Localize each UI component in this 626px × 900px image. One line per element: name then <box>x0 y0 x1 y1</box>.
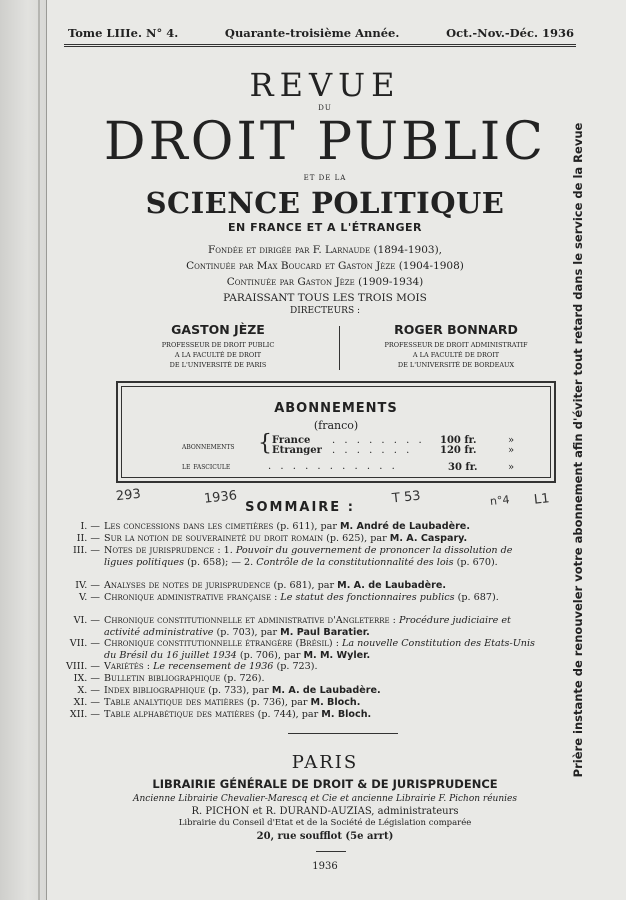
title-et-de-la: ET DE LA <box>303 174 347 182</box>
toc-page: (p. 681), par <box>270 580 338 591</box>
toc-page: : <box>143 661 154 672</box>
toc-rest-2: (p. 670). <box>453 556 498 568</box>
side-notice <box>568 110 588 790</box>
header-line <box>68 26 574 40</box>
title-revue: REVUE <box>249 66 401 104</box>
sommaire-heading: SOMMAIRE : <box>245 500 355 515</box>
toc-rest: (p. 687). <box>454 592 499 603</box>
france-label: France <box>272 435 311 446</box>
header-periode: Oct.-Nov.-Déc. 1936 <box>446 26 574 40</box>
credit-line-2: Continuée par Max Boucard et Gaston Jèze (1904-1908) <box>186 260 464 272</box>
director-jeze-line3: DE L'UNIVERSITÉ DE PARIS <box>169 361 267 369</box>
fascicule-dots: . . . . . . . . . . . <box>268 461 398 472</box>
credit-line-3: Continuée par Gaston Jèze (1909-1934) <box>226 276 424 288</box>
toc-lead: Index bibliographique <box>104 685 206 696</box>
title-droit-public: DROIT PUBLIC <box>103 112 547 172</box>
toc-num: IV. — <box>75 580 100 591</box>
periodicity: PARAISSANT TOUS LES TROIS MOIS <box>223 292 427 304</box>
toc-item-11 <box>73 697 544 709</box>
director-jeze-line2: A LA FACULTÉ DE DROIT <box>174 351 262 359</box>
fascicule-mark: » <box>508 462 515 473</box>
toc-item-2 <box>76 533 544 545</box>
toc-rest: (p. 703), par <box>213 626 281 638</box>
toc-italic: Le statut des fonctionnaires publics <box>280 592 455 603</box>
header-annee: Quarante-troisième Année. <box>224 26 400 40</box>
toc-lead: Sur la notion de souveraineté du droit romain <box>104 533 324 544</box>
toc-page: : 1. <box>214 545 236 556</box>
toc-page: : <box>271 592 281 603</box>
fascicule-price: 30 fr. <box>448 462 478 473</box>
title-science-politique: SCIENCE POLITIQUE <box>145 186 505 220</box>
toc-author: M. Paul Baratier. <box>280 626 370 638</box>
france-mark: » <box>508 435 515 446</box>
sommaire-end-rule <box>288 733 398 734</box>
toc-num: XII. — <box>69 709 100 720</box>
toc-page: (p. 726). <box>220 673 265 684</box>
toc-author: M. Bloch. <box>310 697 361 708</box>
toc-item-7 <box>69 638 544 661</box>
handwritten-293: 293 <box>115 486 142 505</box>
header-rule-2 <box>64 46 576 47</box>
toc-item-1 <box>80 521 544 533</box>
toc-num: VIII. — <box>66 661 100 672</box>
handwritten-n4: n°4 <box>489 493 511 508</box>
director-jeze-line1: PROFESSEUR DE DROIT PUBLIC <box>161 341 275 349</box>
publisher-year: 1936 <box>312 861 338 872</box>
etranger-mark: » <box>508 445 515 456</box>
toc-num: II. — <box>76 533 100 544</box>
toc-rest: (p. 658); — 2. <box>184 556 257 568</box>
toc-num: V. — <box>79 592 100 603</box>
abonnements-box <box>116 381 556 483</box>
toc-lead: Les concessions dans les cimetières <box>104 521 274 532</box>
fascicule-label: le fascicule <box>182 462 231 472</box>
toc-num: IX. — <box>73 673 100 684</box>
toc-lead: Table alphabétique des matières <box>104 709 255 720</box>
toc-page: (p. 625), par <box>323 533 390 544</box>
toc-page: (p. 744), par <box>254 709 322 720</box>
toc-page: (p. 611), par <box>273 521 340 532</box>
publisher-admins: R. PICHON et R. DURAND-AUZIAS, administrateurs <box>191 806 459 817</box>
director-bonnard <box>354 322 558 370</box>
toc-lead: Variétés <box>104 661 144 672</box>
directeurs-label: DIRECTEURS : <box>290 306 360 316</box>
directors-divider <box>339 326 340 370</box>
toc-author: M. Bloch. <box>321 709 372 720</box>
toc-item-3 <box>72 545 544 568</box>
handwritten-1936: 1936 <box>203 488 238 507</box>
toc-author: M. A. de Laubadère. <box>337 580 446 591</box>
toc-num: III. — <box>72 545 100 556</box>
header-rule <box>64 44 576 45</box>
toc-page: : <box>389 615 399 626</box>
binding-spine <box>0 0 47 900</box>
france-price: 100 fr. <box>440 435 477 446</box>
director-jeze <box>118 322 318 370</box>
handwritten-l1: L1 <box>533 491 551 508</box>
toc-item-10 <box>77 685 544 697</box>
toc-author: M. M. Wyler. <box>303 649 371 661</box>
toc-num: XI. — <box>73 697 100 708</box>
publisher-name: LIBRAIRIE GÉNÉRALE DE DROIT & DE JURISPRUDENCE <box>152 777 498 791</box>
etranger-dots: . . . . . . . <box>332 445 413 456</box>
toc-item-12 <box>69 709 544 721</box>
publisher-address: 20, rue soufflot (5e arrt) <box>256 831 394 842</box>
toc-author: M. A. Caspary. <box>389 533 468 544</box>
year-rule <box>316 851 346 852</box>
toc-lead: Bulletin bibliographique <box>104 673 221 684</box>
credit-line-1: Fondée et dirigée par F. Larnaude (1894-1903), <box>207 244 442 256</box>
publisher-libraires: Librairie du Conseil d'Etat et de la Société de Législation comparée <box>178 818 472 828</box>
toc-italic: Le recensement de 1936 <box>153 661 274 672</box>
toc-italic: Pouvoir du gouvernement de prononcer la dissolution de ligues politiques <box>104 545 513 568</box>
etranger-label: Etranger <box>272 445 322 456</box>
toc-item-8 <box>66 661 544 673</box>
toc-lead: Notes de jurisprudence <box>104 545 215 556</box>
spine-edge <box>38 0 40 900</box>
director-jeze-name: GASTON JÈZE <box>171 322 265 337</box>
toc-page: (p. 733), par <box>205 685 272 696</box>
director-bonnard-line2: A LA FACULTÉ DE DROIT <box>412 351 500 359</box>
director-bonnard-name: ROGER BONNARD <box>394 322 518 337</box>
toc-italic: Procédure judiciaire et activité administrative <box>104 615 511 638</box>
director-bonnard-line3: DE L'UNIVERSITÉ DE BORDEAUX <box>397 361 515 369</box>
abonnements-brace: { <box>258 431 272 456</box>
abonnements-franco: (franco) <box>313 419 359 432</box>
toc-lead: Table analytique des matières <box>104 697 244 708</box>
toc-num: VII. — <box>69 638 100 649</box>
toc-num: I. — <box>80 521 100 532</box>
abonnements-label: abonnements <box>182 442 235 452</box>
toc-rest: (p. 723). <box>273 661 318 672</box>
publisher-city: PARIS <box>291 752 359 773</box>
header-tome: Tome LIIIe. N° 4. <box>68 26 179 40</box>
toc-italic-2: Contrôle de la constitutionnalité des lois <box>256 556 454 568</box>
toc-num: X. — <box>77 685 100 696</box>
toc-page: : <box>332 638 342 649</box>
toc-item-5 <box>79 592 544 604</box>
abonnements-inner <box>121 386 551 478</box>
toc-item-4 <box>75 580 544 592</box>
side-notice-text: Prière instante de renouveler votre abonnement afin d'éviter tout retard dans le service de la Revue <box>571 122 585 778</box>
toc-lead: Chronique constitutionnelle et administrative d'Angleterre <box>104 615 390 626</box>
toc-num: VI. — <box>73 615 100 626</box>
handwritten-t53: T 53 <box>391 488 422 507</box>
france-dots: . . . . . . . . <box>332 435 425 446</box>
toc-item-9 <box>73 673 544 685</box>
toc-lead: Analyses de notes de jurisprudence <box>104 580 271 591</box>
toc-author: M. André de Laubadère. <box>340 521 470 532</box>
toc-lead: Chronique constitutionnelle étrangère (Brésil) <box>104 638 333 649</box>
etranger-price: 120 fr. <box>440 445 477 456</box>
toc-italic: La nouvelle Constitution des Etats-Unis du Brésil du 16 juillet 1934 <box>104 638 535 661</box>
toc-item-6 <box>73 615 544 638</box>
toc-lead: Chronique administrative française <box>104 592 272 603</box>
title-du: DU <box>318 104 332 112</box>
publisher-ancienne: Ancienne Librairie Chevalier-Marescq et Cie et ancienne Librairie F. Pichon réunies <box>133 794 517 804</box>
director-bonnard-line1: PROFESSEUR DE DROIT ADMINISTRATIF <box>384 341 528 349</box>
toc-rest: (p. 706), par <box>236 649 304 661</box>
title-subtitle: EN FRANCE ET A L'ÉTRANGER <box>228 221 422 234</box>
toc-author: M. A. de Laubadère. <box>271 685 381 696</box>
toc-page: (p. 736), par <box>243 697 311 708</box>
abonnements-heading: ABONNEMENTS <box>274 401 398 416</box>
